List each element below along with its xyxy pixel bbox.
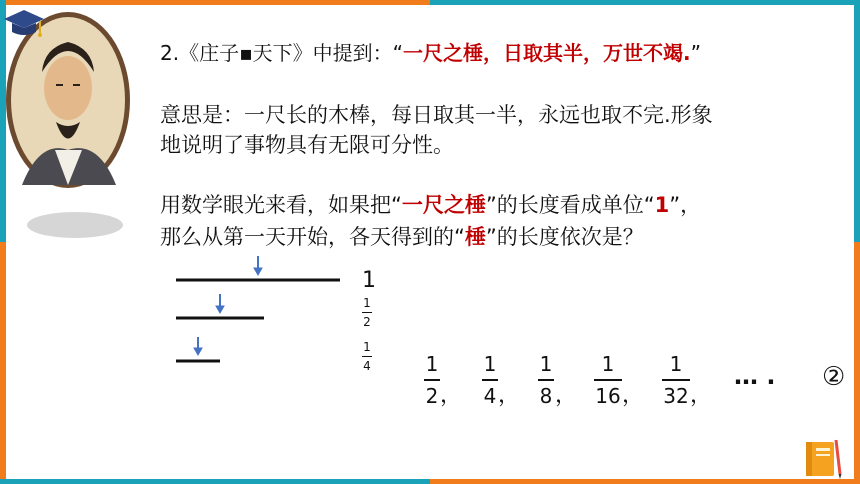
- meaning-line-1: 意思是：一尺长的木棒，每日取其一半，永远也取不完.形象: [160, 103, 713, 127]
- sequence-separator: ，: [498, 383, 521, 408]
- fraction-numerator: 1: [483, 352, 497, 376]
- sequence-term-3: [538, 352, 554, 408]
- fraction-bar: [594, 379, 622, 381]
- sequence-term-2: [482, 352, 498, 408]
- meaning-line-2: 地说明了事物具有无限可分性。: [160, 133, 454, 157]
- book-icon: [800, 436, 844, 480]
- sequence-term-5: [662, 352, 690, 408]
- right-teal-edge: [854, 0, 860, 242]
- fraction-bar: [362, 356, 372, 357]
- stick-label-one: 1: [362, 268, 376, 293]
- fraction-bar: [538, 379, 554, 381]
- book-title: 《庄子▪天下》: [179, 41, 313, 65]
- fraction-denominator: 8: [539, 384, 553, 408]
- right-orange-edge: [854, 242, 860, 484]
- fraction-numerator: 1: [363, 296, 371, 310]
- math-view-line-1: [160, 190, 701, 220]
- cut-arrow-1: [254, 256, 262, 275]
- quote-text: 一尺之棰，日取其半，万世不竭.: [403, 41, 691, 65]
- math-highlight-unit: 1: [654, 193, 670, 217]
- fraction-denominator: 2: [363, 315, 371, 329]
- stick-label-quarter: [362, 340, 372, 373]
- left-orange-edge: [0, 242, 6, 484]
- sequence-separator: ，: [622, 383, 645, 408]
- math-highlight: 一尺之棰: [401, 193, 486, 217]
- fraction-bar: [362, 312, 372, 313]
- sequence-separator: ，: [690, 383, 713, 408]
- close-quote: ”: [690, 41, 702, 65]
- fraction-denominator: 4: [363, 359, 371, 373]
- fraction-denominator: 2: [425, 384, 439, 408]
- math-highlight: 棰: [464, 225, 486, 249]
- fraction-numerator: 1: [601, 352, 615, 376]
- sequence-term-1: [424, 352, 440, 408]
- sequence-term-4: [594, 352, 622, 408]
- bottom-teal-edge: [0, 479, 430, 484]
- math-view-line-2: [160, 222, 644, 252]
- equation-marker: ②: [822, 362, 846, 392]
- sequence-ellipsis: … .: [734, 362, 776, 390]
- fraction-denominator: 16: [595, 384, 621, 408]
- sequence-separator: ，: [440, 383, 463, 408]
- fraction-numerator: 1: [539, 352, 553, 376]
- fraction-bar: [424, 379, 440, 381]
- cut-arrow-2: [216, 294, 224, 313]
- math-text: ”，: [669, 193, 702, 217]
- math-text: 用数学眼光来看，如果把“: [160, 193, 402, 217]
- math-text: ”的长度依次是？: [485, 225, 644, 249]
- fraction-denominator: 4: [483, 384, 497, 408]
- question-line: [160, 38, 701, 68]
- bottom-orange-edge: [430, 479, 860, 484]
- question-middle: 中提到：: [312, 41, 393, 65]
- open-quote: “: [392, 41, 404, 65]
- fraction-numerator: 1: [425, 352, 439, 376]
- graduation-cap-icon: [2, 4, 46, 42]
- top-teal-edge: [430, 0, 860, 5]
- math-text: ”的长度看成单位“: [485, 193, 655, 217]
- sequence-separator: ，: [555, 383, 578, 408]
- question-number: 2.: [160, 41, 180, 65]
- stick-diagram: [170, 250, 350, 370]
- stick-label-half: [362, 296, 372, 329]
- fraction-numerator: 1: [669, 352, 683, 376]
- fraction-bar: [482, 379, 498, 381]
- fraction-numerator: 1: [363, 340, 371, 354]
- cut-arrow-3: [194, 337, 202, 355]
- fraction-denominator: 32: [663, 384, 689, 408]
- math-text: 那么从第一天开始，各天得到的“: [160, 225, 465, 249]
- fraction-bar: [662, 379, 690, 381]
